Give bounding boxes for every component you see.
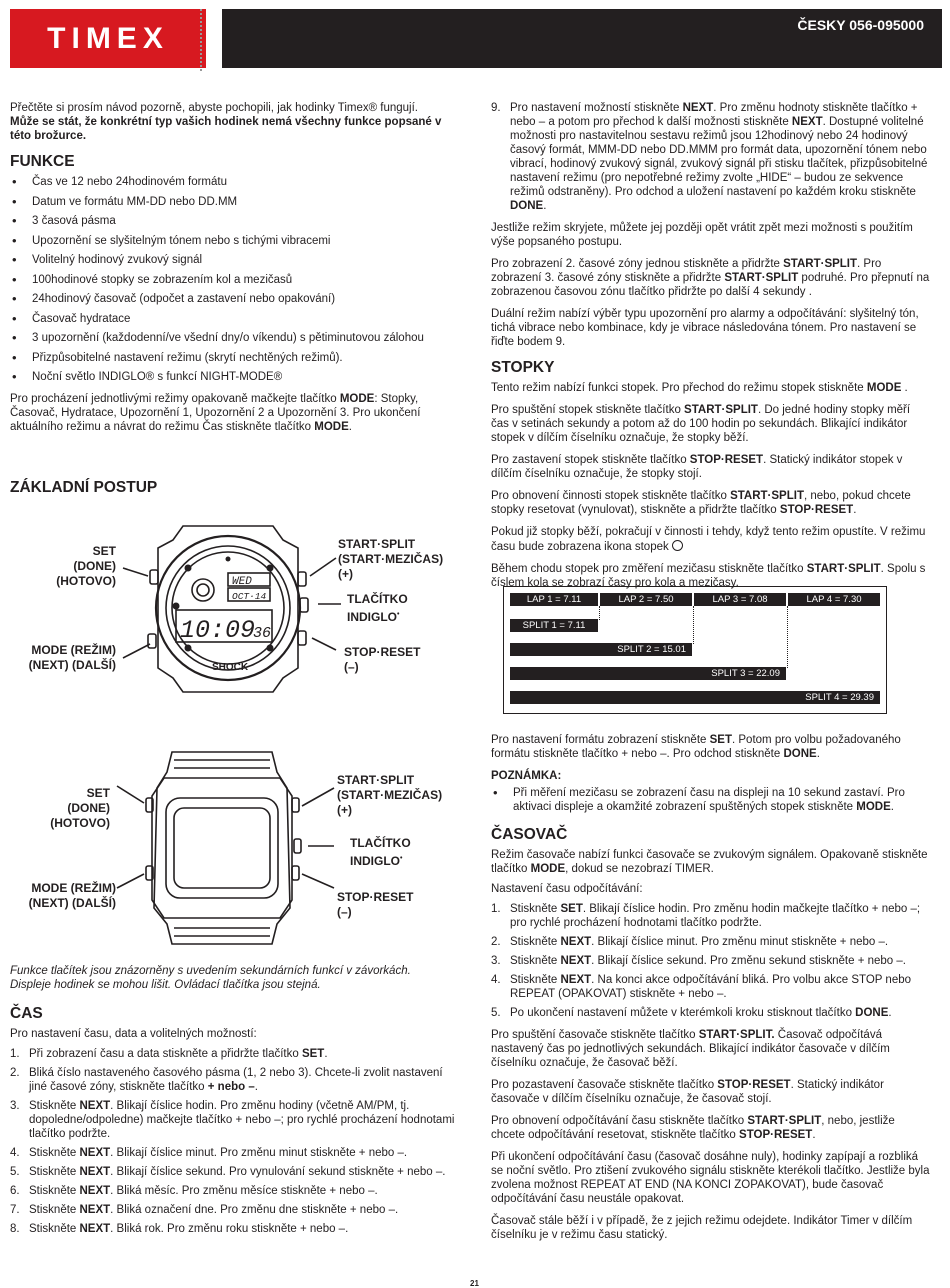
start-pointer-line bbox=[310, 558, 336, 576]
label-line: (DONE) bbox=[67, 801, 110, 815]
casovac-p4 bbox=[491, 1078, 931, 1106]
text-run: . Pro změnu hodnoty stiskněte tlačítko + nebo – a potom pro přechod k další možnosti stiskněte bbox=[510, 102, 918, 128]
label-line: SET bbox=[92, 544, 116, 558]
step-item bbox=[10, 1184, 458, 1198]
stopky-heading: STOPKY bbox=[491, 359, 555, 376]
brand-name: TIMEX bbox=[47, 21, 169, 55]
note-item bbox=[491, 786, 931, 814]
keyword: NEXT bbox=[682, 102, 714, 114]
hide-paragraph: Jestliže režim skryjete, můžete jej později opět vrátit zpět mezi možnosti s použitím výše popsaného postupu. bbox=[491, 222, 913, 248]
text-run: Časovač odpočítává nastavený čas po jednotlivých sekundách. Blikající indikátor časovače v dílčím číselníku označuje, že časovač běží. bbox=[491, 1029, 890, 1069]
fig1-indiglo-label: TLAČÍTKO INDIGLO• bbox=[347, 592, 457, 625]
keyword: START·SPLIT bbox=[806, 563, 881, 575]
step-number: 1. bbox=[491, 903, 501, 915]
casovac-p2: Nastavení času odpočítávání: bbox=[491, 883, 643, 895]
dual-paragraph: Duální režim nabízí výběr typu upozornění pro alarmy a odpočítávání: slyšitelný tón, tichá vibrace nebo kombinace, kdy je vibrace následována tónem. Pro nastavení se řiďte bodem 9. bbox=[491, 308, 919, 348]
intro-warning: Může se stát, že konkrétní typ vašich hodinek nemá všechny funkce popsané v této brožurce. bbox=[10, 116, 442, 142]
watch-screen bbox=[174, 808, 270, 888]
label-line: (NEXT) (DALŠÍ) bbox=[28, 658, 116, 672]
step-item bbox=[10, 1047, 458, 1061]
funkce-item: • Přizpůsobitelné nastavení režimu (skrytí nechtěných režimů). bbox=[10, 351, 458, 365]
cas-section bbox=[10, 1005, 458, 1244]
split-4-label: SPLIT 4 = 29.39 bbox=[805, 692, 874, 703]
sub-dial bbox=[192, 579, 214, 601]
split-3-bar bbox=[510, 667, 786, 680]
timex-logo bbox=[10, 9, 206, 68]
text-run: , dokud se nezobrazí TIMER. bbox=[565, 863, 714, 875]
note-list bbox=[491, 786, 931, 814]
text-run: Pro obnovení činnosti stopek stiskněte tlačítko bbox=[491, 490, 731, 502]
keyword: MODE bbox=[339, 393, 375, 405]
header-banner bbox=[222, 9, 942, 68]
casovac-p6: Při ukončení odpočítávání času (časovač dosáhne nuly), hodinky zapípají a rozbliká se noční světlo. Pro ztišení zvukového signálu stiskněte kterékoli tlačítko. Jestliže byla zvolena možnost REPEAT AT END (NA KONCI ZOPAKOVAT), bude časovač odpočítávání času neustále opakovat. bbox=[491, 1151, 930, 1205]
step-item bbox=[10, 1099, 458, 1141]
step-number: 9. bbox=[491, 102, 501, 114]
label-line: STOP·RESET bbox=[337, 890, 414, 904]
text-run: Pro spuštění stopek stiskněte tlačítko bbox=[491, 404, 685, 416]
text-run: . bbox=[348, 421, 352, 433]
step-number: 1. bbox=[10, 1048, 20, 1060]
funkce-item: • Volitelný hodinový zvukový signál bbox=[10, 253, 458, 267]
mode-button-shape bbox=[148, 634, 156, 648]
text-run: . Pro zobrazení 3. časové zóny stiskněte a přidržte bbox=[491, 258, 882, 284]
text-run: Pro nastavení formátu zobrazení stiskněte bbox=[491, 734, 710, 746]
text-run: Pro procházení jednotlivými režimy opakovaně mačkejte tlačítko bbox=[10, 393, 340, 405]
keyword: DONE bbox=[855, 1007, 889, 1019]
indiglo-button-shape bbox=[294, 839, 301, 853]
start-button-shape bbox=[292, 798, 299, 812]
start-button-shape bbox=[298, 572, 306, 586]
split-2-label: SPLIT 2 = 15.01 bbox=[617, 644, 686, 655]
text-run: podruhé. Pro přepnutí na zobrazenou časovou zónu tlačítko přidržte po další 4 sekundy . bbox=[491, 272, 930, 298]
text-run: Stiskněte bbox=[510, 974, 561, 986]
text-run: Režim časovače nabízí funkci časovače se zvukovým signálem. Opakovaně stiskněte tlačítko bbox=[491, 849, 928, 875]
date-text: OCT·14 bbox=[232, 591, 267, 602]
funkce-heading: FUNKCE bbox=[10, 153, 75, 170]
keyword: NEXT bbox=[560, 974, 592, 986]
keyword: SET bbox=[301, 1048, 325, 1060]
text-run: Pro zobrazení 2. časové zóny jednou stiskněte a přidržte bbox=[491, 258, 784, 270]
step-number: 5. bbox=[491, 1007, 501, 1019]
text-run: Pro obnovení odpočítávání času stiskněte tlačítko bbox=[491, 1115, 748, 1127]
keyword: MODE bbox=[856, 801, 891, 813]
language-code: ČESKY 056-095000 bbox=[797, 17, 924, 33]
keyword: START·SPLIT bbox=[783, 258, 858, 270]
text-run: . bbox=[853, 504, 857, 516]
split-4-bar bbox=[510, 691, 880, 704]
label-line: (–) bbox=[344, 660, 359, 674]
stopky-p5 bbox=[491, 525, 931, 554]
text-run: . bbox=[816, 748, 820, 760]
day-text: WED bbox=[232, 576, 252, 588]
text-run: Stiskněte bbox=[29, 1223, 80, 1235]
step-item bbox=[491, 954, 931, 968]
keyword: START·SPLIT bbox=[730, 490, 804, 502]
mode-pointer-line bbox=[117, 874, 144, 888]
funkce-item: • 24hodinový časovač (odpočet a zastavení nebo opakování) bbox=[10, 292, 458, 306]
keyword: STOP·RESET bbox=[717, 1079, 791, 1091]
stopwatch-icon bbox=[672, 540, 683, 551]
mode-pointer-line bbox=[123, 644, 150, 658]
step-number: 6. bbox=[10, 1185, 20, 1197]
round-watch-figure bbox=[118, 518, 343, 696]
step-item bbox=[491, 902, 931, 930]
cas-intro: Pro nastavení času, data a volitelných možností: bbox=[10, 1028, 257, 1040]
keyword: + nebo – bbox=[207, 1081, 255, 1093]
label-line: (HOTOVO) bbox=[56, 574, 116, 588]
label-line: (+) bbox=[337, 803, 352, 817]
marker-dot bbox=[185, 565, 192, 572]
text-run: Při zobrazení času a data stiskněte a přidržte tlačítko bbox=[29, 1048, 302, 1060]
text-run: . Bliká označení dne. Pro změnu dne stiskněte + nebo –. bbox=[110, 1204, 399, 1216]
text-run: , nebo, jestliže chcete odpočítávání resetovat, stiskněte tlačítko bbox=[491, 1115, 895, 1141]
text-run: Pro pozastavení časovače stiskněte tlačítko bbox=[491, 1079, 718, 1091]
header-divider bbox=[200, 9, 202, 71]
label-line: SET bbox=[86, 786, 110, 800]
fig1-mode-label bbox=[10, 643, 116, 673]
text-run: . bbox=[901, 382, 908, 394]
bezel-inner bbox=[166, 546, 290, 670]
text-run: Při měření mezičasu se zobrazení času na displeji na 10 sekund zastaví. Pro aktivaci displeje a okamžité zobrazení spuštěných stopek stiskněte bbox=[513, 787, 905, 813]
label-line: (HOTOVO) bbox=[50, 816, 110, 830]
stop-button-shape bbox=[292, 866, 299, 880]
stop-pointer-line bbox=[312, 638, 336, 650]
text-run: . Blikají číslice sekund. Pro vynulování sekund stiskněte + nebo –. bbox=[110, 1166, 446, 1178]
zakladni-heading: ZÁKLADNÍ POSTUP bbox=[10, 479, 158, 496]
funkce-list bbox=[10, 175, 458, 384]
split-1-bar: SPLIT 1 = 7.11 bbox=[510, 619, 598, 632]
text-run: . Blikají číslice hodin. Pro změnu hodin mačkejte tlačítko + nebo –; pro rychlé procházení hodnotami tlačítko podržte. bbox=[510, 903, 921, 929]
text-run: Stiskněte bbox=[510, 955, 561, 967]
fig1-set-label bbox=[40, 544, 116, 589]
lap-divider bbox=[599, 606, 600, 620]
lap-split-diagram bbox=[503, 586, 887, 714]
intro-text: Přečtěte si prosím návod pozorně, abyste pochopili, jak hodinky Timex® fungují. bbox=[10, 102, 418, 114]
funkce-item: • Noční světlo INDIGLO® s funkcí NIGHT-MODE® bbox=[10, 370, 458, 384]
keyword: START·SPLIT bbox=[684, 404, 758, 416]
step-9-list bbox=[491, 101, 931, 213]
text-run: . Spolu s číslem kola se zobrazí časy pro kola a mezičasy. bbox=[491, 563, 926, 589]
casovac-p7: Časovač stále běží i v případě, že z jejich režimu odejdete. Indikátor Timer v dílčím číselníku je v režimu času statický. bbox=[491, 1215, 913, 1241]
keyword: STOP·RESET bbox=[689, 454, 764, 466]
left-column bbox=[10, 101, 458, 442]
text-run: . Do jedné hodiny stopky měří čas v setinách sekundy a potom až do 100 hodin po sekundách. Blikající indikátor stopek v dílčím číselníku označuje, že stopky běží. bbox=[491, 404, 911, 444]
cas-steps bbox=[10, 1047, 458, 1236]
stopky-p4 bbox=[491, 489, 931, 517]
step-number: 2. bbox=[10, 1067, 20, 1079]
text-run: . bbox=[324, 1048, 328, 1060]
keyword: NEXT bbox=[79, 1185, 111, 1197]
step-number: 8. bbox=[10, 1223, 20, 1235]
step-number: 4. bbox=[491, 974, 501, 986]
set-pointer-line bbox=[117, 786, 144, 803]
fig2-mode-label bbox=[10, 881, 116, 911]
keyword: NEXT bbox=[79, 1223, 111, 1235]
fig1-start-label bbox=[338, 537, 458, 582]
label-line: START·SPLIT bbox=[338, 537, 416, 551]
keyword: STOP·RESET bbox=[779, 504, 854, 516]
split-2-bar bbox=[510, 643, 692, 656]
keyword: MODE bbox=[314, 421, 349, 433]
step-number: 7. bbox=[10, 1204, 20, 1216]
label-line: STOP·RESET bbox=[344, 645, 421, 659]
text-run: . bbox=[888, 1007, 892, 1019]
text-run: . Dostupné volitelné možnosti pro nastavitelnou sestavu režimů jsou 12hodinový nebo 24 hodinový časový formát, MMM-DD nebo DD.MMM pro formát data, upozornění tónem nebo vibrací, hodinový zvukový signál, zvukový signál při stisku tlačítek, přizpůsobitelné nastavení režimu (pro nepotřebné režimy zvolte „HIDE“ – budou ze sekvence režimů odstraněny). Pro odchod a uložení nastavení po každém kroku stiskněte bbox=[510, 116, 928, 198]
text-run: . bbox=[890, 801, 894, 813]
label-line: (NEXT) (DALŠÍ) bbox=[28, 896, 116, 910]
funkce-item: • Časovač hydratace bbox=[10, 312, 458, 326]
text-run: , nebo, pokud chcete stopky resetovat (vynulovat), stiskněte a přidržte tlačítko bbox=[491, 490, 911, 516]
stopky-p3 bbox=[491, 453, 931, 481]
text-run: Stiskněte bbox=[29, 1100, 80, 1112]
mode-paragraph bbox=[10, 392, 458, 434]
text-run: . bbox=[543, 200, 547, 212]
stopky-p1 bbox=[491, 381, 931, 395]
step-item bbox=[491, 1006, 931, 1020]
text-run: Stiskněte bbox=[29, 1147, 80, 1159]
marker-dot bbox=[267, 645, 274, 652]
step-number: 3. bbox=[491, 955, 501, 967]
indiglo-button-shape bbox=[300, 598, 308, 612]
set-pointer-line bbox=[123, 568, 148, 576]
shock-brand-text: SHOCK bbox=[212, 662, 249, 673]
intro-paragraph bbox=[10, 101, 458, 143]
casovac-p3 bbox=[491, 1028, 931, 1070]
text-run: . Statický indikátor časovače v dílčím číselníku označuje, že časovač stojí. bbox=[491, 1079, 884, 1105]
text-run: . Statický indikátor stopek v dílčím číselníku označuje, že stopky stojí. bbox=[491, 454, 903, 480]
label-line: INDIGLO bbox=[350, 854, 400, 868]
label-line: TLAČÍTKO bbox=[347, 592, 408, 606]
fig1-stop-label bbox=[344, 645, 454, 675]
text-run: Pro spuštění časovače stiskněte tlačítko bbox=[491, 1029, 699, 1041]
marker-dot bbox=[173, 603, 180, 610]
time-text: 10:09 bbox=[180, 616, 256, 645]
label-line: (DONE) bbox=[73, 559, 116, 573]
funkce-item: • Čas ve 12 nebo 24hodinovém formátu bbox=[10, 175, 458, 189]
start-pointer-line bbox=[302, 788, 334, 806]
label-line: (START·MEZIČAS) bbox=[337, 788, 443, 802]
lap-4-bar: LAP 4 = 7.30 bbox=[788, 593, 880, 606]
step-number: 4. bbox=[10, 1147, 20, 1159]
keyword: START·SPLIT. bbox=[698, 1029, 775, 1041]
keyword: NEXT bbox=[791, 116, 823, 128]
text-run: . Potom pro volbu požadovaného formátu stiskněte tlačítko + nebo –. Pro odchod stiskněte bbox=[491, 734, 901, 760]
label-line: TLAČÍTKO bbox=[350, 836, 411, 850]
fig2-set-label bbox=[40, 786, 110, 831]
format-paragraph bbox=[491, 733, 931, 761]
text-run: Pro zastavení stopek stiskněte tlačítko bbox=[491, 454, 690, 466]
step-number: 2. bbox=[491, 936, 501, 948]
marker-dot bbox=[267, 565, 274, 572]
label-line: (+) bbox=[338, 567, 353, 581]
keyword: NEXT bbox=[79, 1100, 111, 1112]
text-run: . Blikají číslice minut. Pro změnu minut stiskněte + nebo –. bbox=[110, 1147, 408, 1159]
label-line: (–) bbox=[337, 905, 352, 919]
text-run: Stiskněte bbox=[29, 1166, 80, 1178]
lap-3-bar: LAP 3 = 7.08 bbox=[694, 593, 786, 606]
lap-2-bar: LAP 2 = 7.50 bbox=[600, 593, 692, 606]
step-number: 3. bbox=[10, 1100, 20, 1112]
zakladni-section bbox=[10, 479, 458, 501]
funkce-item: • Datum ve formátu MM-DD nebo DD.MM bbox=[10, 195, 458, 209]
step-item bbox=[10, 1203, 458, 1217]
text-run: . Na konci akce odpočítávání bliká. Pro volbu akce STOP nebo REPEAT (OPAKOVAT) stiskněte + nebo –. bbox=[510, 974, 912, 1000]
casovac-p1 bbox=[491, 848, 931, 876]
label-line: START·SPLIT bbox=[337, 773, 415, 787]
fig2-stop-label bbox=[337, 890, 447, 920]
zone-paragraph bbox=[491, 257, 931, 299]
label-line: MODE (REŽIM) bbox=[31, 881, 116, 895]
text-run: Pro nastavení možností stiskněte bbox=[510, 102, 683, 114]
square-watch-figure bbox=[112, 748, 337, 948]
keyword: NEXT bbox=[560, 955, 592, 967]
step-item bbox=[10, 1146, 458, 1160]
right-column-lower bbox=[491, 733, 931, 1250]
lap-1-bar: LAP 1 = 7.11 bbox=[510, 593, 598, 606]
caption-line-1: Funkce tlačítek jsou znázorněny s uvedením sekundárních funkcí v závorkách. bbox=[10, 965, 411, 977]
keyword: DONE bbox=[510, 200, 544, 212]
text-run: . bbox=[812, 1129, 816, 1141]
poznamka-heading: POZNÁMKA: bbox=[491, 770, 562, 782]
right-column bbox=[491, 101, 931, 598]
keyword: MODE bbox=[866, 382, 902, 394]
text-run: Stiskněte bbox=[510, 936, 561, 948]
stopky-p2 bbox=[491, 403, 931, 445]
keyword: START·SPLIT bbox=[747, 1115, 822, 1127]
caption bbox=[10, 964, 458, 992]
keyword: START·SPLIT bbox=[724, 272, 799, 284]
keyword: MODE bbox=[530, 863, 566, 875]
keyword: NEXT bbox=[79, 1204, 111, 1216]
text-run: Stiskněte bbox=[29, 1185, 80, 1197]
marker-dot bbox=[226, 557, 231, 562]
text-run: . Blikají číslice sekund. Pro změnu sekund stiskněte + nebo –. bbox=[591, 955, 906, 967]
marker-dot bbox=[185, 645, 192, 652]
text-run: : Stopky, Časovač, Hydratace, Upozornění 1, Upozornění 2 a Upozornění 3. Pro ukončení aktuálního režimu a návrat do režimu Čas stiskněte tlačítko bbox=[10, 393, 421, 433]
text-run: . bbox=[254, 1081, 258, 1093]
step-item bbox=[491, 935, 931, 949]
keyword: NEXT bbox=[79, 1166, 111, 1178]
cas-heading: ČAS bbox=[10, 1005, 43, 1022]
stop-button-shape bbox=[298, 631, 306, 645]
text-run: Pokud již stopky běží, pokračují v činnosti i tehdy, když tento režim opustíte. V režimu času bude zobrazena ikona stopek bbox=[491, 526, 926, 553]
step-item bbox=[10, 1222, 458, 1236]
caption-line-2: Displeje hodinek se mohou lišit. Ovládací tlačítka jsou stejná. bbox=[10, 979, 321, 991]
seconds-text: 36 bbox=[253, 625, 272, 642]
step-number: 5. bbox=[10, 1166, 20, 1178]
step-item bbox=[491, 973, 931, 1001]
stop-pointer-line bbox=[302, 874, 334, 888]
label-line: MODE (REŽIM) bbox=[31, 643, 116, 657]
text-run: . Blikají číslice hodin. Pro změnu hodiny (včetně AM/PM, tj. dopoledne/odpoledne) mačkejte tlačítko + nebo –; pro rychlé procházení hodnotami tlačítko podržte. bbox=[29, 1100, 455, 1140]
funkce-item: • 3 upozornění (každodenní/ve všední dny/o víkendu) s pětiminutovou zálohou bbox=[10, 331, 458, 345]
casovac-p5 bbox=[491, 1114, 931, 1142]
funkce-item: • Upozornění se slyšitelným tónem nebo s tichými vibracemi bbox=[10, 234, 458, 248]
text-run: Stiskněte bbox=[29, 1204, 80, 1216]
keyword: DONE bbox=[783, 748, 817, 760]
label-line: INDIGLO bbox=[347, 610, 397, 624]
label-line: (START·MEZIČAS) bbox=[338, 552, 444, 566]
step-9 bbox=[491, 101, 931, 213]
text-run: . Blikají číslice minut. Pro změnu minut stiskněte + nebo –. bbox=[591, 936, 889, 948]
text-run: Tento režim nabízí funkci stopek. Pro přechod do režimu stopek stiskněte bbox=[491, 382, 867, 394]
lap-divider bbox=[693, 606, 694, 644]
step-item bbox=[10, 1066, 458, 1094]
casovac-steps bbox=[491, 902, 931, 1020]
text-run: . Bliká rok. Pro změnu roku stiskněte + nebo –. bbox=[110, 1223, 349, 1235]
step-item bbox=[10, 1165, 458, 1179]
page-number: 21 bbox=[470, 1279, 479, 1288]
fig2-indiglo-label: TLAČÍTKO INDIGLO• bbox=[350, 836, 450, 869]
keyword: NEXT bbox=[560, 936, 592, 948]
text-run: Po ukončení nastavení můžete v kterémkoli kroku stisknout tlačítko bbox=[510, 1007, 856, 1019]
keyword: STOP·RESET bbox=[739, 1129, 813, 1141]
text-run: Bliká číslo nastaveného časového pásma (1, 2 nebo 3). Chcete-li zvolit nastavení jiné časové zóny, stiskněte tlačítko bbox=[29, 1067, 443, 1093]
fig2-start-label bbox=[337, 773, 457, 818]
funkce-item: • 100hodinové stopky se zobrazením kol a mezičasů bbox=[10, 273, 458, 287]
text-run: . Bliká měsíc. Pro změnu měsíce stiskněte + nebo –. bbox=[110, 1185, 378, 1197]
sub-dial-center bbox=[197, 584, 209, 596]
screen-frame bbox=[166, 798, 278, 898]
keyword: SET bbox=[709, 734, 732, 746]
lap-divider bbox=[787, 606, 788, 668]
casovac-heading: ČASOVAČ bbox=[491, 826, 568, 843]
text-run: Stiskněte bbox=[510, 903, 561, 915]
keyword: SET bbox=[560, 903, 583, 915]
keyword: NEXT bbox=[79, 1147, 111, 1159]
text-run: Během chodu stopek pro změření mezičasu stiskněte tlačítko bbox=[491, 563, 807, 575]
split-3-label: SPLIT 3 = 22.09 bbox=[711, 668, 780, 679]
funkce-item: • 3 časová pásma bbox=[10, 214, 458, 228]
set-button-shape bbox=[150, 570, 158, 584]
